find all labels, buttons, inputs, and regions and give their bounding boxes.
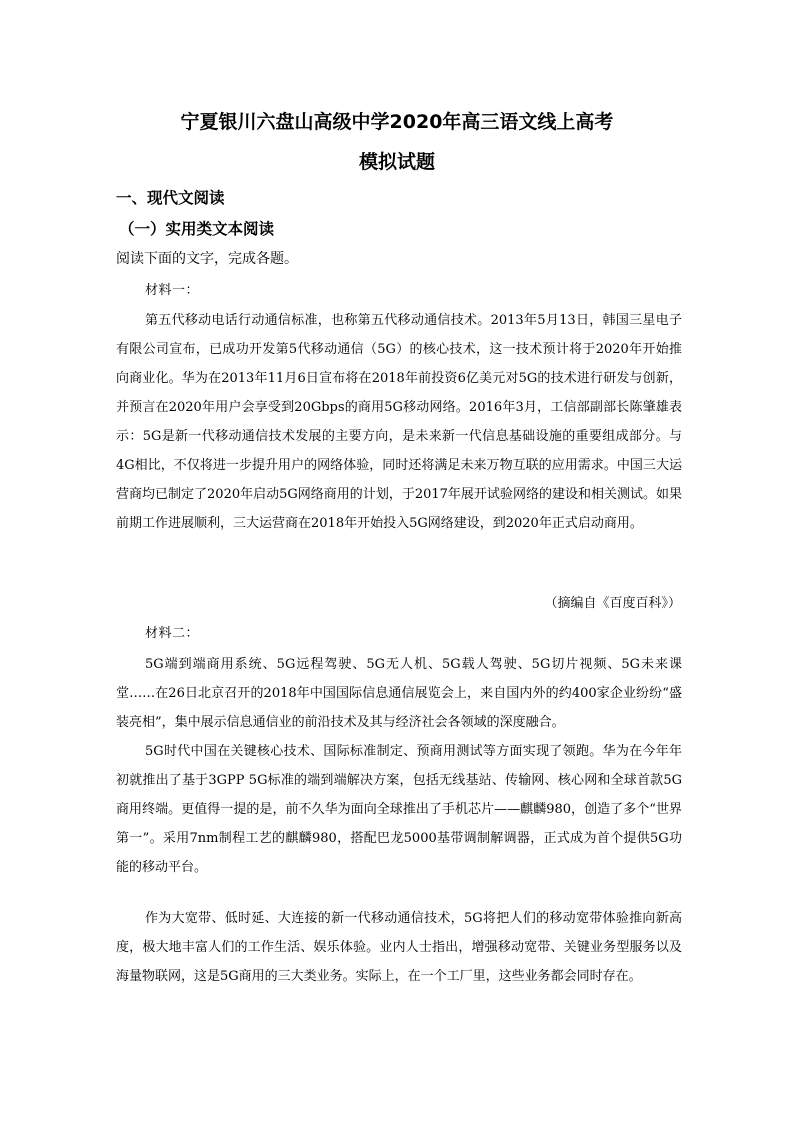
page-subtitle: 模拟试题 bbox=[358, 151, 435, 173]
material-one-paragraph: 第五代移动电话行动通信标准，也称第五代移动通信技术。2013年5月13日，韩国三星电子有限公司宣布，已成功开发第5代移动通信（5G）的核心技术，这一技术预计将于2020年开始推向商业化。华为在2013年11月6日宣布将在2018年前投资6亿美元对5G的技术进行研发与创新，并预言在2020年用户会享受到20Gbps的商用5G移动网络。2016年3月，工信部副部长陈肇雄表示：5G是新一代移动通信技术发展的主要方向，是未来新一代信息基础设施的重要组成部分。与4G相比，不仅将进一步提升用户的网络体验，同时还将满足未来万物互联的应用需求。中国三大运营商均已制定了2020年启动5G网络商用的计划，于2017年展开试验网络的建设和相关测试。如果前期工作进展顺利，三大运营商在2018年开始投入5G网络建设，到2020年正式启动商用。 bbox=[116, 313, 682, 531]
instruction-text: 阅读下面的文字，完成各题。 bbox=[116, 251, 298, 267]
subsection-heading: （一）实用类文本阅读 bbox=[119, 220, 275, 238]
section-heading: 一、现代文阅读 bbox=[116, 189, 225, 207]
material-two-paragraph-1: 5G端到端商用系统、5G远程驾驶、5G无人机、5G载人驾驶、5G切片视频、5G未来课堂……在26日北京召开的2018年中国国际信息通信展览会上，来自国内外的约400家企业纷纷“盛装亮相”，集中展示信息通信业的前沿技术及其与经济社会各领域的深度融合。 bbox=[116, 657, 682, 730]
material-two-paragraph-3: 作为大宽带、低时延、大连接的新一代移动通信技术，5G将把人们的移动宽带体验推向新高度，极大地丰富人们的工作生活、娱乐体验。业内人士指出，增强移动宽带、关键业务型服务以及海量物联网，这是5G商用的三大类业务。实际上，在一个工厂里，这些业务都会同时存在。 bbox=[116, 911, 682, 984]
material-one-label: 材料一： bbox=[145, 283, 200, 298]
material-two-label: 材料二： bbox=[145, 626, 200, 641]
page-title: 宁夏银川六盘山高级中学2020年高三语文线上高考 bbox=[180, 111, 614, 133]
source-citation: （摘编自《百度百科》） bbox=[544, 596, 681, 611]
material-two-paragraph-2: 5G时代中国在关键核心技术、国际标准制定、预商用测试等方面实现了领跑。华为在今年年初就推出了基于3GPP 5G标准的端到端解决方案，包括无线基站、传输网、核心网和全球首款5G商用终端。更值得一提的是，前不久华为面向全球推出了手机芯片——麒麟980，创造了多个“世界第一”。采用7nm制程工艺的麒麟980，搭配巴龙5000基带调制解调器，正式成为首个提供5G功能的移动平台。 bbox=[116, 744, 682, 875]
